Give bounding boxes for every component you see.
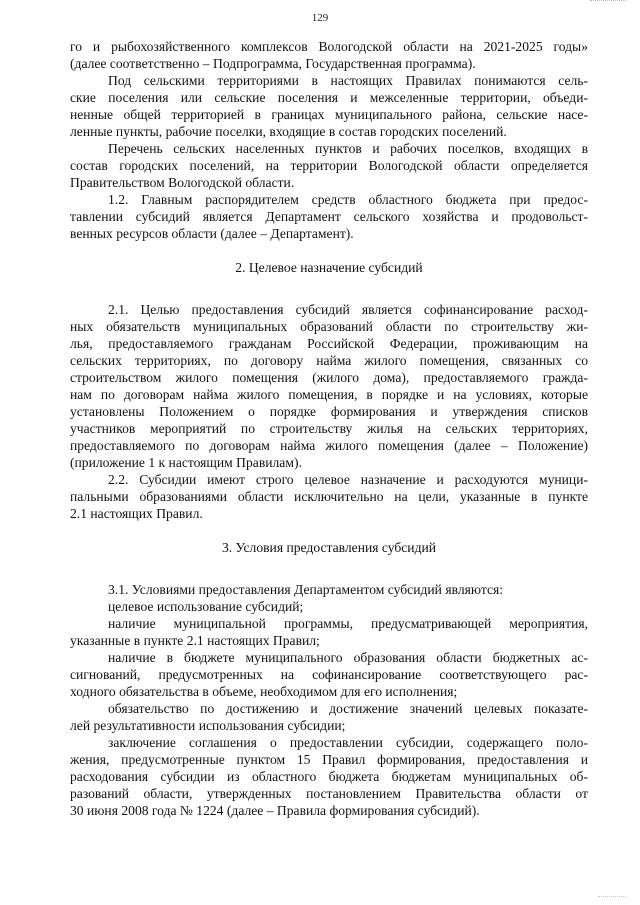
text-line: го и рыбохозяйственного комплексов Вологодской области на 2021-2025 годы» xyxy=(70,39,588,54)
text-line: разований области, утвержденных постановлением Правительства области от xyxy=(70,786,588,801)
text-line: расходования субсидии из областного бюджета бюджетам муниципальных об- xyxy=(70,769,588,784)
text-line: (далее соответственно – Подпрограмма, Государственная программа). xyxy=(70,56,476,71)
text-line: ных обязательств муниципальных образований области по строительству жи- xyxy=(70,319,588,334)
text-line: 30 июня 2008 года № 1224 (далее – Правила формирования субсидий). xyxy=(70,803,480,818)
text-line: целевое использование субсидий; xyxy=(108,599,304,614)
text-line: ские поселения или сельские поселения и межселенные территории, объеди- xyxy=(70,90,588,105)
text-line: сельских территориях, по договору найма жилого помещения, связанных со xyxy=(70,353,588,368)
text-line: 1.2. Главным распорядителем средств областного бюджета при предос- xyxy=(108,192,588,207)
text-line: 2.1 настоящих Правил. xyxy=(70,506,203,521)
text-line: строительством жилого помещения (жилого дома), предоставляемого гражда- xyxy=(70,370,588,385)
text-line: установлены Положением о порядке формирования и утверждения списков xyxy=(70,404,588,419)
text-line: заключение соглашения о предоставлении субсидии, содержащего поло- xyxy=(108,735,588,750)
scan-corner-mark xyxy=(598,893,626,897)
text-line: жения, предусмотренные пунктом 15 Правил формирования, предоставления и xyxy=(70,752,588,767)
text-line: (приложение 1 к настоящим Правилам). xyxy=(70,455,302,470)
page-number: 129 xyxy=(311,12,329,24)
section-heading: 3. Условия предоставления субсидий xyxy=(221,540,437,555)
text-line: Правительством Вологодской области. xyxy=(70,175,295,190)
text-line: участников мероприятий по строительству жилья на сельских территориях, xyxy=(70,421,588,436)
text-line: нам по договорам найма жилого помещения, в порядке и на условиях, которые xyxy=(70,387,588,402)
text-line: ходного обязательства в объеме, необходимом для его исполнения; xyxy=(70,684,458,699)
document-body xyxy=(70,38,588,819)
text-line: венных ресурсов области (далее – Департамент). xyxy=(70,226,354,241)
text-line: указанные в пункте 2.1 настоящих Правил; xyxy=(70,633,320,648)
text-line: сигнований, предусмотренных на софинансирование соответствующего рас- xyxy=(70,667,588,682)
text-line: наличие в бюджете муниципального образования области бюджетных ас- xyxy=(108,650,588,665)
text-line: предоставляемого по договорам найма жилого помещения (далее – Положение) xyxy=(70,438,588,453)
text-line: наличие муниципальной программы, предусматривающей мероприятия, xyxy=(108,616,588,631)
text-line: пальными образованиями области исключительно на цели, указанные в пункте xyxy=(70,489,588,504)
text-line: состав городских поселений, на территории Вологодской области определяется xyxy=(70,158,588,173)
section-heading: 2. Целевое назначение субсидий xyxy=(235,260,423,275)
text-line: 2.2. Субсидии имеют строго целевое назначение и расходуются муници- xyxy=(108,472,588,487)
text-line: Под сельскими территориями в настоящих Правилах понимаются сель- xyxy=(108,73,588,88)
text-line: обязательство по достижению и достижение значений целевых показате- xyxy=(108,701,588,716)
text-line: лей результативности использования субсидии; xyxy=(70,718,346,733)
text-line: лья, предоставляемого гражданам Российской Федерации, проживающим на xyxy=(70,336,588,351)
scan-corner-mark xyxy=(590,0,626,4)
text-line: ленные пункты, рабочие поселки, входящие в состав городских поселений. xyxy=(70,124,507,139)
text-line: 2.1. Целью предоставления субсидий является софинансирование расход- xyxy=(108,302,588,317)
text-line: Перечень сельских населенных пунктов и рабочих поселков, входящих в xyxy=(108,141,588,156)
text-line: ненные общей территорией в границах муниципального района, сельские насе- xyxy=(70,107,588,122)
text-line: 3.1. Условиями предоставления Департаментом субсидий являются: xyxy=(108,582,504,597)
text-line: тавлении субсидий является Департамент сельского хозяйства и продовольст- xyxy=(70,209,588,224)
